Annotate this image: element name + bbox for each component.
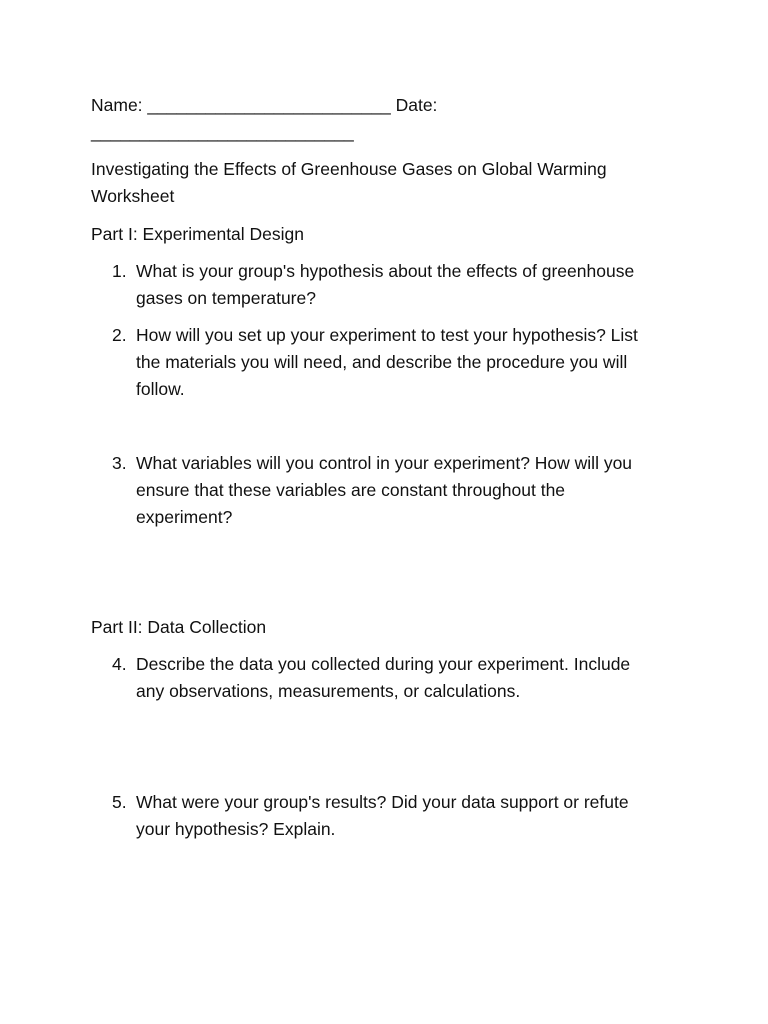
question-2-number: 2. — [112, 325, 127, 345]
question-1-number: 1. — [112, 261, 127, 281]
question-2-line-2: the materials you will need, and describe the procedure you will — [136, 352, 628, 372]
question-1 — [91, 258, 691, 312]
question-5 — [91, 789, 691, 843]
question-2-line-1: How will you set up your experiment to test your hypothesis? List — [136, 325, 638, 345]
part-1-heading: Part I: Experimental Design — [91, 224, 305, 244]
question-3 — [91, 450, 691, 531]
name-date-line: Name: _________________________ Date: — [91, 95, 438, 115]
question-3-line-1: What variables will you control in your experiment? How will you — [136, 453, 633, 473]
question-5-number: 5. — [112, 792, 127, 812]
name-date-header — [91, 92, 691, 146]
question-2-line-3: follow. — [136, 379, 185, 399]
question-3-line-2: ensure that these variables are constant throughout the — [136, 480, 566, 500]
date-blank-line: ___________________________ — [91, 122, 354, 142]
question-5-line-1: What were your group's results? Did your data support or refute — [136, 792, 629, 812]
question-1-line-2: gases on temperature? — [136, 288, 316, 308]
part-2-heading: Part II: Data Collection — [91, 617, 267, 637]
question-5-line-2: your hypothesis? Explain. — [136, 819, 336, 839]
question-4-line-2: any observations, measurements, or calculations. — [136, 681, 521, 701]
question-2 — [91, 322, 691, 403]
question-3-line-3: experiment? — [136, 507, 233, 527]
question-4 — [91, 651, 691, 705]
worksheet-title-line-2: Worksheet — [91, 186, 175, 206]
worksheet-content — [91, 92, 691, 843]
question-1-line-1: What is your group's hypothesis about the effects of greenhouse — [136, 261, 635, 281]
worksheet-title — [91, 156, 691, 210]
question-4-line-1: Describe the data you collected during your experiment. Include — [136, 654, 631, 674]
question-3-number: 3. — [112, 453, 127, 473]
question-4-number: 4. — [112, 654, 127, 674]
worksheet-title-line-1: Investigating the Effects of Greenhouse Gases on Global Warming — [91, 159, 607, 179]
